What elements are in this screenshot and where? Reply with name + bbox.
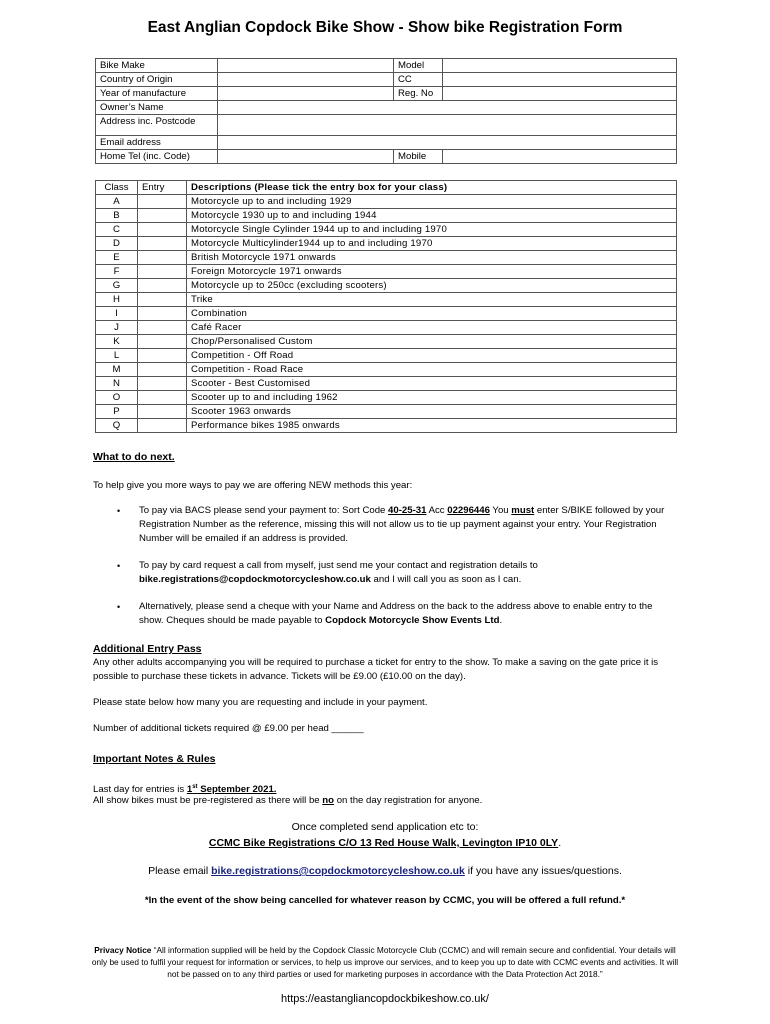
class-code: G [96,279,138,293]
entry-checkbox[interactable] [138,349,187,363]
page-title: East Anglian Copdock Bike Show - Show bike Registration Form [147,19,623,36]
email-line-text: if you have any issues/questions. [464,865,622,877]
class-code: I [96,307,138,321]
entry-checkbox[interactable] [138,223,187,237]
card-email: bike.registrations@copdockmotorcycleshow.co.uk [139,574,371,585]
reg-field[interactable] [443,87,677,101]
refund-notice: *In the event of the show being cancelled for whatever reason by CCMC, you will be offered a full refund.* [144,895,626,906]
entry-header: Entry [138,181,187,195]
class-code: B [96,209,138,223]
class-description: Competition - Off Road [187,349,677,363]
postal-address [0,837,770,849]
bike-details-table [95,58,677,164]
email-field[interactable] [218,136,677,150]
additional-pass-heading: Additional Entry Pass [93,643,202,655]
class-description: Competition - Road Race [187,363,677,377]
entry-checkbox[interactable] [138,391,187,405]
entry-checkbox[interactable] [138,209,187,223]
bacs-instructions [139,504,674,546]
address-field[interactable] [218,115,677,136]
table-row [96,59,677,73]
class-code: F [96,265,138,279]
model-field[interactable] [443,59,677,73]
bacs-text: You [489,505,512,516]
model-label: Model [394,59,443,73]
table-header-row [96,181,677,195]
entry-checkbox[interactable] [138,307,187,321]
table-row [96,150,677,164]
cheque-text: Alternatively, please send a cheque with your Name and Address on the back to the address above to enable entry to the show. Cheques should be made payable to [139,601,653,626]
privacy-text: “All information supplied will be held by the Copdock Classic Motorcycle Club (CCMC) and will remain secure and confidential. Your details will only be used to fulfil your request for information or services, to help us improve our services, and to keep you up to date with CCMC events and activities. It will not be passed on to any third parties or used for marketing purposes in accordance with the Data Protection Act 2018.” [91,945,679,979]
bacs-text: enter S/BIKE followed by your Registration Number as the reference, missing this will not allow us to tie up payment against your entry. Your Registration Number will be emailed if an address is provided. [139,505,665,544]
class-code: K [96,335,138,349]
class-code: C [96,223,138,237]
table-row [96,293,677,307]
pre-register-text: on the day registration for anyone. [334,795,483,806]
card-instructions [139,559,674,587]
reg-label: Reg. No [394,87,443,101]
support-email-link[interactable]: bike.registrations@copdockmotorcycleshow.co.uk [211,865,465,877]
country-field[interactable] [218,73,394,87]
card-text: To pay by card request a call from myself, just send me your contact and registration details to [139,560,538,571]
class-description: Scooter - Best Customised [187,377,677,391]
country-label: Country of Origin [96,73,218,87]
owner-field[interactable] [218,101,677,115]
entry-checkbox[interactable] [138,293,187,307]
description-header: Descriptions (Please tick the entry box for your class) [187,181,677,195]
class-description: Motorcycle Single Cylinder 1944 up to and including 1970 [187,223,677,237]
address-text: CCMC Bike Registrations C/O 13 Red House Walk, Levington IP10 0LY [208,837,559,849]
entry-checkbox[interactable] [138,335,187,349]
table-row [96,279,677,293]
address-label: Address inc. Postcode [96,115,218,136]
entry-checkbox[interactable] [138,321,187,335]
class-description: Scooter 1963 onwards [187,405,677,419]
cheque-text: . [499,615,503,626]
table-row [96,136,677,150]
table-row [96,237,677,251]
table-row [96,405,677,419]
table-row [96,363,677,377]
cc-label: CC [394,73,443,87]
entry-checkbox[interactable] [138,363,187,377]
no-emphasis: no [322,795,335,806]
class-description: Chop/Personalised Custom [187,335,677,349]
table-row [96,223,677,237]
table-row [96,307,677,321]
class-code: Q [96,419,138,433]
card-text: and I will call you as soon as I can. [370,574,522,585]
entry-checkbox[interactable] [138,251,187,265]
class-code: A [96,195,138,209]
last-day-text: Last day for entries is [93,784,187,796]
entry-checkbox[interactable] [138,265,187,279]
entry-checkbox[interactable] [138,195,187,209]
send-to-line: Once completed send application etc to: [291,821,479,833]
table-row [96,335,677,349]
table-row [96,73,677,87]
bullet-icon: • [117,561,121,571]
privacy-label: Privacy Notice [94,945,152,955]
class-description: Motorcycle up to and including 1929 [187,195,677,209]
table-row [96,209,677,223]
pre-register-text: All show bikes must be pre-registered as there will be [93,795,323,806]
what-to-do-heading: What to do next. [93,451,175,463]
email-label: Email address [96,136,218,150]
cc-field[interactable] [443,73,677,87]
class-description: Motorcycle Multicylinder1944 up to and including 1970 [187,237,677,251]
class-description: Motorcycle up to 250cc (excluding scooters) [187,279,677,293]
entry-checkbox[interactable] [138,377,187,391]
table-row [96,321,677,335]
class-description: Motorcycle 1930 up to and including 1944 [187,209,677,223]
sort-code: 40-25-31 [388,505,427,516]
table-row [96,377,677,391]
year-label: Year of manufacture [96,87,218,101]
table-row [96,115,677,136]
entry-checkbox[interactable] [138,279,187,293]
table-row [96,251,677,265]
mobile-field[interactable] [443,150,677,164]
table-row [96,419,677,433]
footer-url[interactable]: https://eastangliancopdockbikeshow.co.uk/ [281,993,489,1005]
class-code: M [96,363,138,377]
table-row [96,87,677,101]
table-row [96,391,677,405]
entry-checkbox[interactable] [138,419,187,433]
class-header: Class [96,181,138,195]
class-description: Scooter up to and including 1962 [187,391,677,405]
table-row [96,195,677,209]
bacs-text: Acc [426,505,448,516]
bullet-icon: • [117,602,121,612]
class-table [95,180,677,433]
privacy-notice [88,944,682,980]
table-row [96,101,677,115]
class-code: O [96,391,138,405]
home-tel-field[interactable] [218,150,394,164]
account-number: 02296446 [447,505,490,516]
date-number: 1 [186,784,193,796]
bacs-text: To pay via BACS please send your payment to: Sort Code [139,505,389,516]
class-code: E [96,251,138,265]
class-code: N [96,377,138,391]
class-description: Foreign Motorcycle 1971 onwards [187,265,677,279]
table-row [96,349,677,363]
class-code: P [96,405,138,419]
email-support-line [0,865,770,877]
class-code: D [96,237,138,251]
address-end: . [558,837,562,849]
additional-pass-text: Any other adults accompanying you will be required to purchase a ticket for entry to the show. To make a saving on the gate price it is possible to purchase these tickets in advance. Tickets will be £9.00 (£10.00 on the day). [93,657,659,682]
bike-make-field[interactable] [218,59,394,73]
must-emphasis: must [511,505,535,516]
bullet-icon: • [117,506,121,516]
date-month: September 2021. [197,784,277,796]
cheque-payee: Copdock Motorcycle Show Events Ltd [325,615,500,626]
mobile-label: Mobile [394,150,443,164]
year-field[interactable] [218,87,394,101]
cheque-instructions [139,600,674,628]
class-description: Trike [187,293,677,307]
class-description: British Motorcycle 1971 onwards [187,251,677,265]
owner-label: Owner’s Name [96,101,218,115]
notes-heading: Important Notes & Rules [93,753,216,765]
class-code: H [96,293,138,307]
pre-register-line [93,794,668,808]
additional-pass-state: Please state below how many you are requesting and include in your payment. [93,697,428,708]
email-line-text: Please email [148,865,212,877]
table-row [96,265,677,279]
entry-checkbox[interactable] [138,237,187,251]
class-code: L [96,349,138,363]
bike-make-label: Bike Make [96,59,218,73]
class-description: Café Racer [187,321,677,335]
additional-tickets-line: Number of additional tickets required @ £9.00 per head ______ [93,723,364,734]
class-code: J [96,321,138,335]
date-suffix: st [192,784,198,790]
class-description: Performance bikes 1985 onwards [187,419,677,433]
class-description: Combination [187,307,677,321]
entry-checkbox[interactable] [138,405,187,419]
payment-intro: To help give you more ways to pay we are offering NEW methods this year: [93,480,413,491]
home-tel-label: Home Tel (inc. Code) [96,150,218,164]
